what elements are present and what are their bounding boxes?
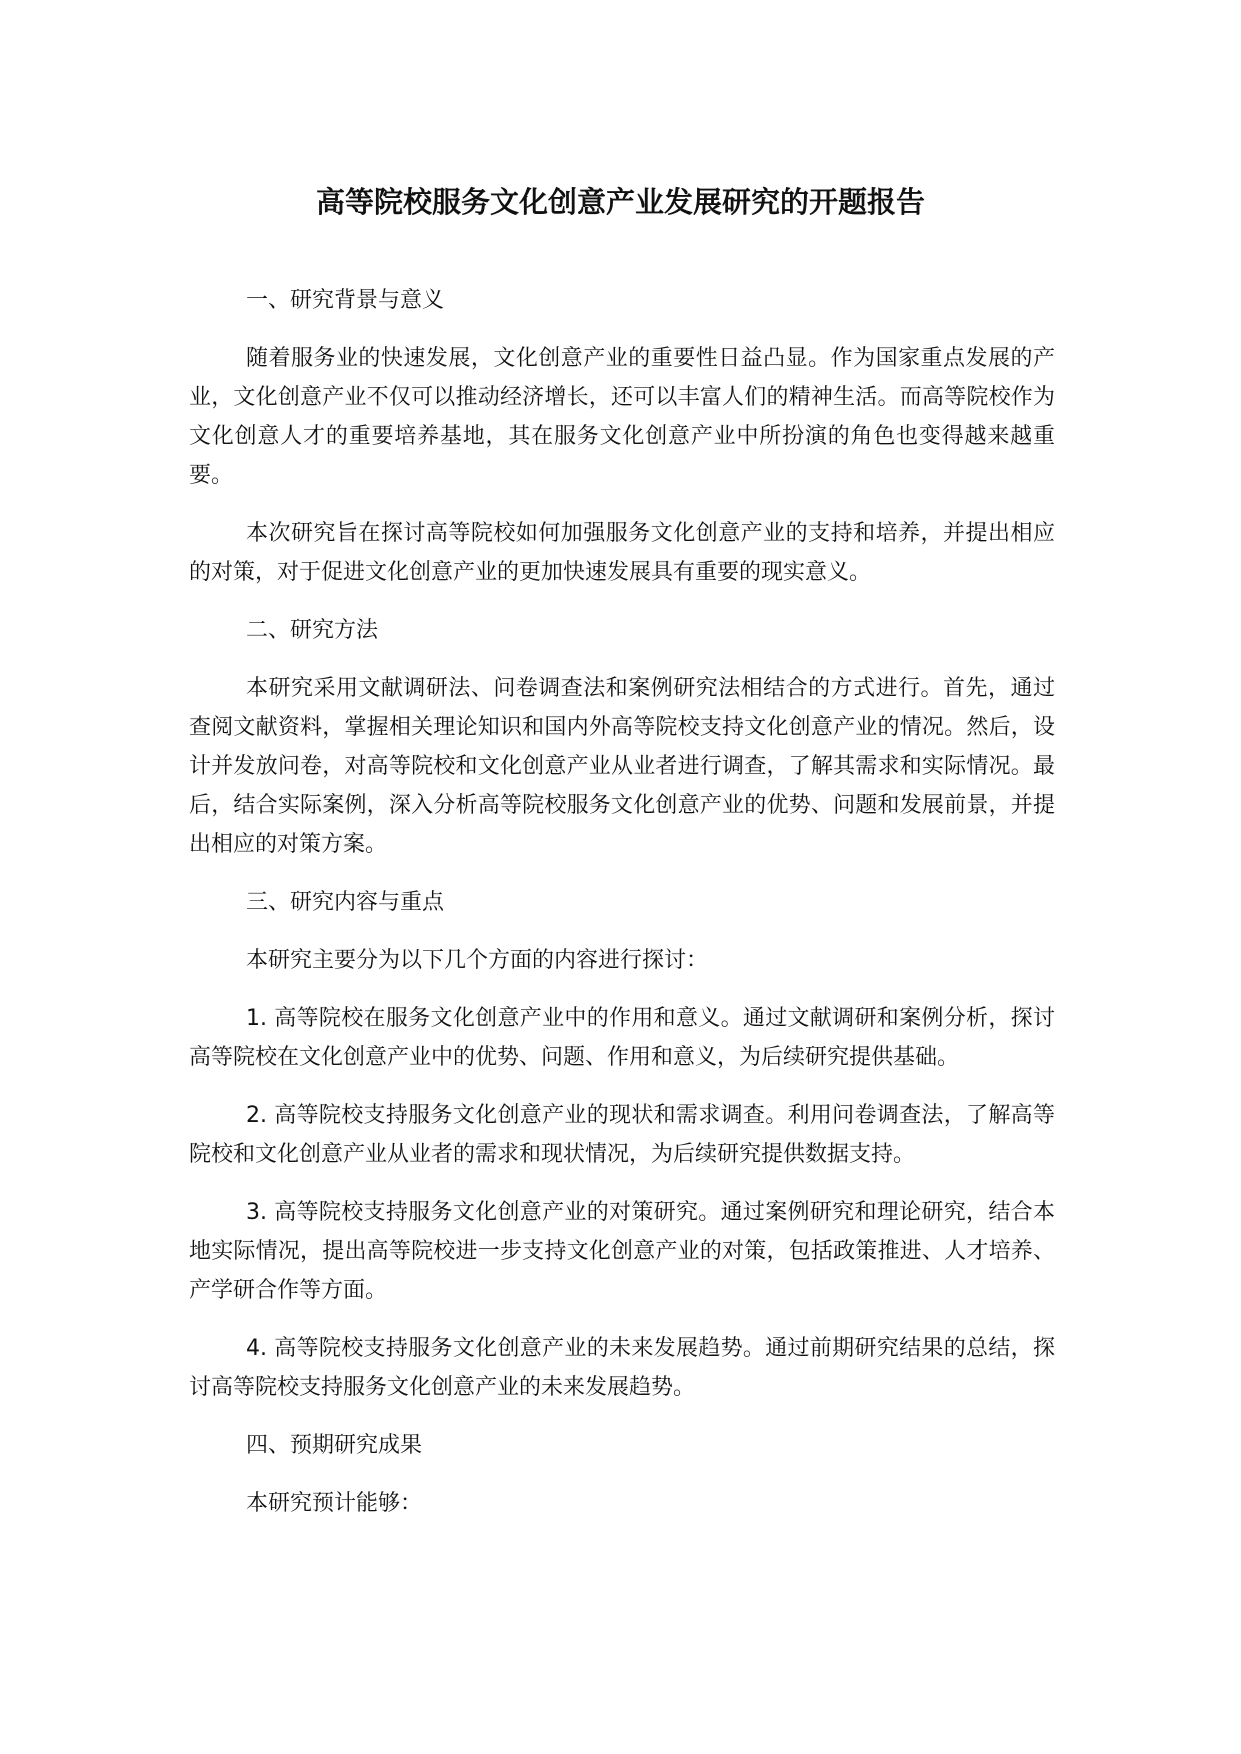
paragraph-background-2: 本次研究旨在探讨高等院校如何加强服务文化创意产业的支持和培养，并提出相应的对策，对于促进文化创意产业的更加快速发展具有重要的现实意义。: [189, 521, 1055, 585]
paragraph-background-1: 随着服务业的快速发展，文化创意产业的重要性日益凸显。作为国家重点发展的产业，文化创意产业不仅可以推动经济增长，还可以丰富人们的精神生活。而高等院校作为文化创意人才的重要培养基地，其在服务文化创意产业中所扮演的角色也变得越来越重要。: [189, 346, 1055, 488]
paragraph-content-intro: 本研究主要分为以下几个方面的内容进行探讨：: [246, 948, 709, 973]
list-item-content-4: 4. 高等院校支持服务文化创意产业的未来发展趋势。通过前期研究结果的总结，探讨高等院校支持服务文化创意产业的未来发展趋势。: [189, 1336, 1055, 1400]
paragraph-outcomes-intro: 本研究预计能够：: [246, 1491, 423, 1516]
section-heading-content: 三、研究内容与重点: [246, 890, 445, 915]
paragraph-methods-1: 本研究采用文献调研法、问卷调查法和案例研究法相结合的方式进行。首先，通过查阅文献资料，掌握相关理论知识和国内外高等院校支持文化创意产业的情况。然后，设计并发放问卷，对高等院校和文化创意产业从业者进行调查，了解其需求和实际情况。最后，结合实际案例，深入分析高等院校服务文化创意产业的优势、问题和发展前景，并提出相应的对策方案。: [189, 676, 1055, 857]
document-body: [189, 281, 1055, 1542]
section-heading-background: 一、研究背景与意义: [246, 288, 445, 313]
list-item-content-3: 3. 高等院校支持服务文化创意产业的对策研究。通过案例研究和理论研究，结合本地实际情况，提出高等院校进一步支持文化创意产业的对策，包括政策推进、人才培养、产学研合作等方面。: [189, 1200, 1055, 1303]
section-heading-methods: 二、研究方法: [246, 618, 379, 643]
document-title: 高等院校服务文化创意产业发展研究的开题报告: [315, 185, 925, 219]
section-heading-outcomes: 四、预期研究成果: [246, 1433, 423, 1458]
list-item-content-2: 2. 高等院校支持服务文化创意产业的现状和需求调查。利用问卷调查法，了解高等院校和文化创意产业从业者的需求和现状情况，为后续研究提供数据支持。: [189, 1103, 1055, 1167]
list-item-content-1: 1. 高等院校在服务文化创意产业中的作用和意义。通过文献调研和案例分析，探讨高等院校在文化创意产业中的优势、问题、作用和意义，为后续研究提供基础。: [189, 1006, 1055, 1070]
